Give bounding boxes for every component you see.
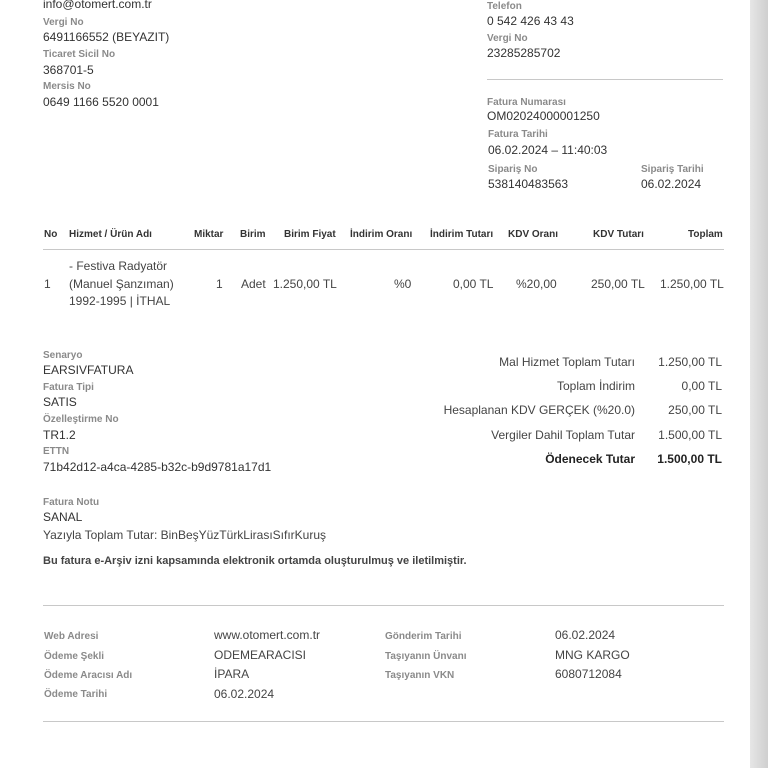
row-discount-amount: 0,00 TL	[453, 277, 494, 291]
invoice-date-label: Fatura Tarihi	[488, 129, 548, 140]
row-total: 1.250,00 TL	[660, 277, 724, 291]
col-header-no: No	[44, 229, 58, 240]
order-no: 538140483563	[488, 177, 569, 191]
goods-total-label: Mal Hizmet Toplam Tutarı	[499, 355, 635, 369]
written-total: Yazıyla Toplam Tutar: BinBeşYüzTürkLirasıSıfırKuruş	[43, 528, 327, 542]
customization-value: TR1.2	[43, 428, 76, 442]
invoice-note-label: Fatura Notu	[43, 497, 100, 508]
incl-tax-total-label: Vergiler Dahil Toplam Tutar	[491, 428, 635, 442]
incl-tax-total-value: 1.500,00 TL	[658, 428, 722, 442]
seller-tax-no: 6491166552 (BEYAZIT)	[43, 30, 170, 44]
row-vat-amount: 250,00 TL	[591, 277, 645, 291]
carrier-name-value: MNG KARGO	[555, 648, 630, 662]
goods-total-value: 1.250,00 TL	[658, 355, 722, 369]
buyer-tax-no-label: Vergi No	[487, 33, 528, 44]
col-header-discount-amount: İndirim Tutarı	[430, 229, 494, 240]
buyer-phone-label: Telefon	[487, 1, 522, 12]
col-header-qty: Miktar	[194, 229, 224, 240]
carrier-vkn-label: Taşıyanın VKN	[385, 670, 455, 681]
web-address-value: www.otomert.com.tr	[214, 628, 321, 642]
ettn-value: 71b42d12-a4ca-4285-b32c-b9d9781a17d1	[43, 460, 272, 474]
seller-email: info@otomert.com.tr	[43, 0, 152, 11]
seller-trade-reg: 368701-5	[43, 63, 94, 77]
row-no: 1	[44, 277, 51, 291]
order-date: 06.02.2024	[641, 177, 702, 191]
scenario-label: Senaryo	[43, 350, 83, 361]
seller-tax-no-label: Vergi No	[43, 17, 84, 28]
seller-mersis-label: Mersis No	[43, 81, 91, 92]
buyer-tax-no: 23285285702	[487, 46, 561, 60]
payment-intermediary-label: Ödeme Aracısı Adı	[44, 670, 133, 681]
row-discount-rate: %0	[394, 277, 412, 291]
row-name-line2: (Manuel Şanzıman)	[69, 277, 174, 291]
invoice-number: OM02024000001250	[487, 109, 600, 123]
invoice-date: 06.02.2024 – 11:40:03	[488, 143, 608, 157]
row-name-line1: - Festiva Radyatör	[69, 259, 168, 273]
scenario-value: EARSIVFATURA	[43, 363, 134, 377]
payment-method-value: ODEMEARACISI	[214, 648, 307, 662]
carrier-vkn-value: 6080712084	[555, 667, 622, 681]
col-header-discount-rate: İndirim Oranı	[350, 229, 413, 240]
footer-bottom-divider	[43, 721, 724, 722]
order-date-label: Sipariş Tarihi	[641, 164, 704, 175]
buyer-phone: 0 542 426 43 43	[487, 14, 574, 28]
invoice-note-value: SANAL	[43, 510, 83, 524]
row-vat-rate: %20,00	[516, 277, 557, 291]
carrier-name-label: Taşıyanın Ünvanı	[385, 651, 467, 662]
table-header-divider	[43, 249, 724, 250]
col-header-vat-rate: KDV Oranı	[508, 229, 559, 240]
payable-label: Ödenecek Tutar	[545, 452, 635, 466]
payment-intermediary-value: İPARA	[214, 667, 250, 681]
col-header-unit: Birim	[240, 229, 266, 240]
seller-trade-reg-label: Ticaret Sicil No	[43, 49, 116, 60]
row-qty: 1	[216, 277, 223, 291]
ettn-label: ETTN	[43, 446, 70, 457]
payment-date-label: Ödeme Tarihi	[44, 689, 108, 700]
total-discount-label: Toplam İndirim	[556, 379, 635, 393]
col-header-name: Hizmet / Ürün Adı	[69, 229, 152, 240]
payment-date-value: 06.02.2024	[214, 687, 275, 701]
col-header-unit-price: Birim Fiyat	[284, 229, 336, 240]
col-header-vat-amount: KDV Tutarı	[593, 229, 644, 240]
buyer-divider	[487, 79, 723, 80]
seller-mersis: 0649 1166 5520 0001	[43, 95, 159, 109]
invoice-type-label: Fatura Tipi	[43, 382, 94, 393]
total-discount-value: 0,00 TL	[681, 379, 722, 393]
web-address-label: Web Adresi	[44, 631, 99, 642]
invoice-type-value: SATIS	[43, 395, 77, 409]
invoice-number-label: Fatura Numarası	[487, 97, 566, 108]
customization-label: Özelleştirme No	[43, 414, 119, 425]
col-header-total: Toplam	[688, 229, 723, 240]
vat-value: 250,00 TL	[668, 403, 722, 417]
payable-value: 1.500,00 TL	[657, 452, 722, 466]
ship-date-value: 06.02.2024	[555, 628, 616, 642]
vat-label: Hesaplanan KDV GERÇEK (%20.0)	[443, 403, 635, 417]
row-name-line3: 1992-1995 | İTHAL	[69, 294, 171, 308]
page-edge-shadow	[750, 0, 768, 768]
footer-top-divider	[43, 605, 724, 606]
row-unit-price: 1.250,00 TL	[273, 277, 337, 291]
e-archive-statement: Bu fatura e-Arşiv izni kapsamında elektronik ortamda oluşturulmuş ve iletilmiştir.	[43, 555, 467, 567]
row-unit: Adet	[241, 277, 266, 291]
ship-date-label: Gönderim Tarihi	[385, 631, 462, 642]
order-no-label: Sipariş No	[488, 164, 538, 175]
payment-method-label: Ödeme Şekli	[44, 651, 105, 662]
